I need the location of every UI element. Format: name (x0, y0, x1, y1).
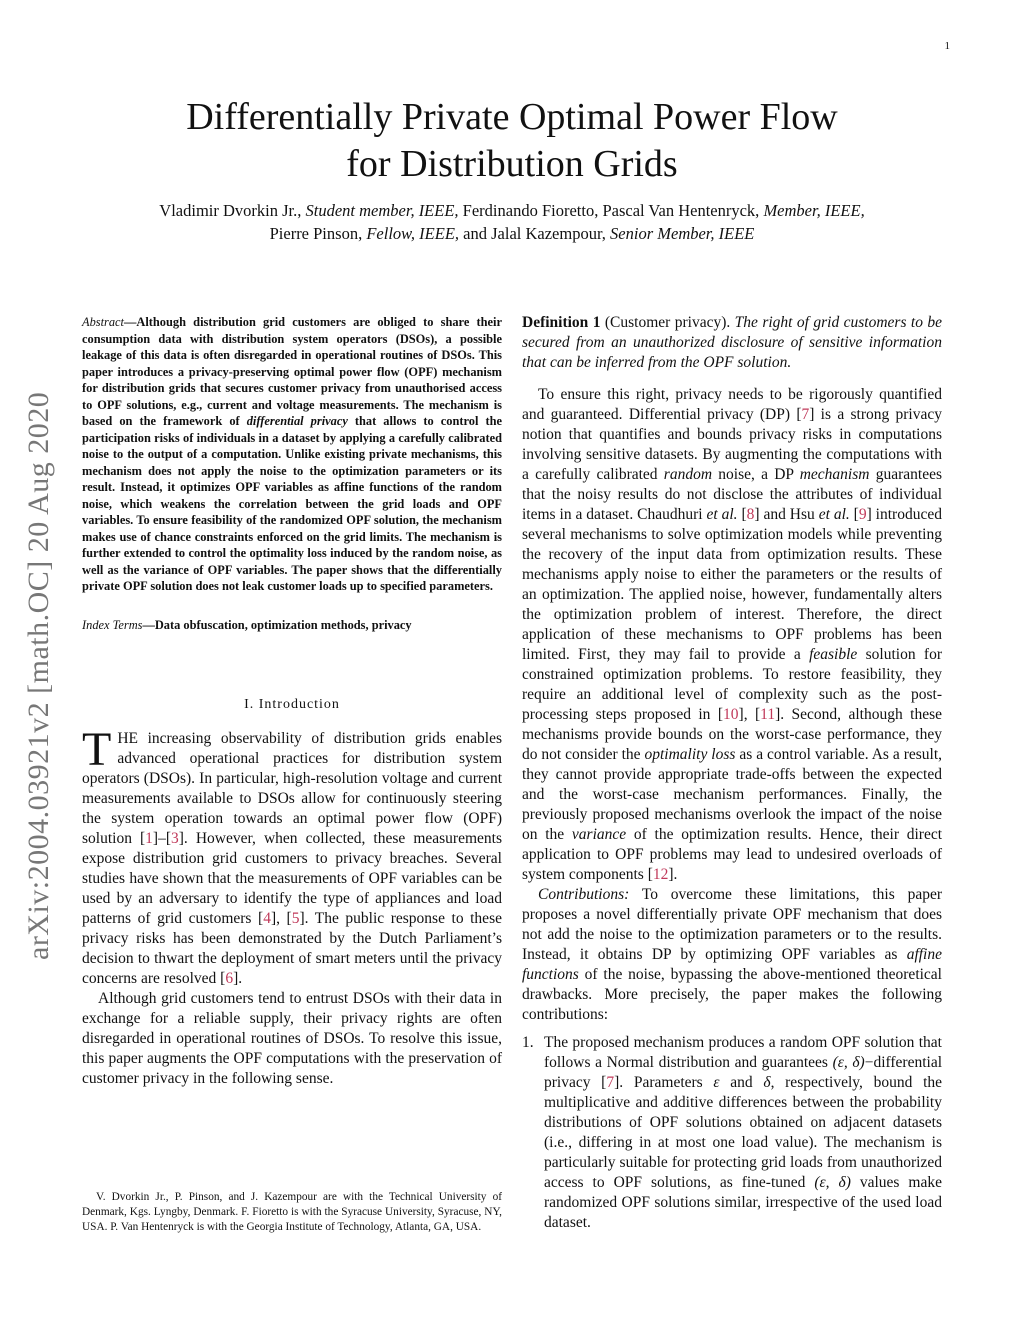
body-text: guarantees that the noisy results do not disclose the attributes of individual items in a dataset. Chaudhuri (522, 466, 942, 523)
drop-cap: T (82, 723, 112, 776)
citation-link[interactable]: 12 (652, 866, 669, 883)
author-list: Vladimir Dvorkin Jr., Student member, IEEE, Ferdinando Fioretto, Pascal Van Hentenryck, Member, IEEE, Pierre Pinson, Fellow, IEEE, and Jalal Kazempour, Senior Member, IEEE (159, 201, 865, 243)
arxiv-identifier: arXiv:2004.03921v2 [math.OC] 20 Aug 2020 (22, 391, 55, 960)
abstract-emphasis: differential privacy (246, 414, 348, 428)
definition-1 (522, 313, 942, 373)
author-2: Ferdinando Fioretto, Pascal Van Hentenryck, (462, 201, 760, 220)
body-text: of the noise, bypassing the above-mentioned theoretical drawbacks. More precisely, the paper makes the following contributions: (522, 966, 942, 1023)
body-text: −differential privacy [ (544, 1054, 943, 1091)
math-symbol: ε (713, 1074, 720, 1091)
author-1: Vladimir Dvorkin Jr. (159, 201, 298, 220)
citation-link[interactable]: 6 (225, 970, 234, 987)
body-text: The proposed mechanism produces a random OPF solution that follows a Normal distribution and guarantees (544, 1034, 942, 1071)
title-line-1: Differentially Private Optimal Power Flow (186, 96, 838, 138)
math-symbol: (ε, δ) (814, 1174, 851, 1191)
definition-text: The right of grid customers to be secured from an unauthorized disclosure of sensitive information that can be inferred from the OPF solution. (522, 314, 942, 371)
intro-paragraph-2: Although grid customers tend to entrust DSOs with their data in exchange for a reliable supply, their privacy rights are often disregarded in operational routines of DSOs. To resolve this issue, this paper augments the OPF computations with the preservation of customer privacy in the following sense. (82, 990, 502, 1087)
abstract (82, 314, 502, 595)
body-text: ] is a strong privacy notion that quantifies and bounds privacy risks in computations involving sensitive datasets. By augmenting the computations with a carefully calibrated (522, 406, 943, 483)
intro-text: ]. However, when collected, these measurements expose distribution grid customers to privacy breaches. Several studies have shown that the measurements of OPF variables can be used by an adversary to identify the type of appliances and load patterns of grid customers [ (82, 830, 502, 927)
body-text: values make randomized OPF solutions similar, irrespective of the used load dataset. (544, 1174, 943, 1231)
paper-title (100, 94, 924, 188)
definition-title: (Customer privacy). (600, 314, 731, 331)
body-text: solution for constrained optimization problems. To restore feasibility, they require an additional level of complexity such as the post-processing steps proposed in [ (522, 646, 942, 723)
emphasis: et al. (706, 506, 738, 523)
right-column (522, 313, 942, 1233)
body-text: [ (849, 506, 859, 523)
body-text: of the optimization results. Hence, their direct application to OPF problems may lead to undesired overloads of system components [ (522, 826, 943, 883)
math-symbol: (ε, δ) (832, 1054, 865, 1071)
index-terms-label: Index Terms (82, 617, 143, 632)
list-number: 1. (522, 1034, 534, 1051)
body-text: [ (737, 506, 747, 523)
body-text: , respectively, bound the multiplicative and additive differences between the probability distributions of OPF solutions obtained on adjacent datasets (i.e., differing in at most one load value). The mechanism is particularly suitable for protecting grid loads from unauthorized access to OPF solutions, as fine-tuned (544, 1074, 943, 1191)
math-symbol: δ (763, 1074, 771, 1091)
body-text: ] introduced several mechanisms to solve optimization models while preventing the recovery of the input data from optimization results. These mechanisms apply noise to either the parameters or the results of an optimization. The applied noise, however, fundamentally alters the optimization problem of interest. Therefore, the direct application of these mechanisms to OPF problems has been limited. First, they may fail to provide a (522, 506, 942, 663)
contribution-item-1 (522, 1033, 942, 1233)
citation-link[interactable]: 7 (606, 1074, 615, 1091)
body-text: ]. Second, although these mechanisms provide bounds on the worst-case performance, they do not consider the (522, 706, 942, 763)
right-paragraph-1 (522, 385, 942, 885)
contributions-label: Contributions: (538, 886, 630, 903)
emphasis: variance (571, 826, 627, 843)
body-text: To overcome these limitations, this paper proposes a novel differentially private OPF mechanism that does not add the noise to the optimization parameters or to the results. Instead, it obtains DP by optimizing OPF variables as (522, 886, 942, 963)
intro-text: ], [ (270, 910, 292, 927)
emphasis: et al. (818, 506, 850, 523)
author-3-role: Fellow, IEEE, (366, 224, 460, 243)
abstract-text-1: —Although distribution grid customers are obliged to share their consumption data with distribution system operators (DSOs), a possible leakage of this data is often disregarded in operational routines of DSOs. This paper introduces a privacy-preserving optimal power flow (OPF) mechanism for distribution grids that secures customer privacy from unauthorised access to OPF solutions, e.g., current and voltage measurements. The mechanism is based on the framework of (82, 315, 502, 428)
citation-link[interactable]: 4 (263, 910, 271, 927)
index-terms-text: —Data obfuscation, optimization methods, privacy (142, 617, 412, 632)
author-affiliation-footnote: V. Dvorkin Jr., P. Pinson, and J. Kazempour are with the Technical University of Denmark, Kgs. Lyngby, Denmark. F. Fioretto is with the Syracuse University, Syracuse, NY, USA. P. Van Hentenryck is with the Georgia Institute of Technology, Atlanta, GA, USA. (82, 1191, 502, 1234)
citation-link[interactable]: 3 (171, 830, 179, 847)
citation-link[interactable]: 11 (760, 706, 776, 723)
author-2-role: Member, IEEE, (763, 201, 865, 220)
citation-link[interactable]: 5 (291, 910, 300, 927)
intro-text: ]. The public response to these privacy risks has been demonstrated by the Dutch Parliament’s decision to thwart the deployment of smart meters until the privacy concerns are resolved [ (82, 910, 502, 987)
index-terms (82, 617, 502, 634)
contributions-paragraph (522, 885, 942, 1025)
body-text: ], [ (738, 706, 761, 723)
emphasis: feasible (809, 646, 858, 663)
body-text: To ensure this right, privacy needs to be rigorously quantified and guaranteed. Differential privacy (DP) [ (522, 386, 942, 423)
abstract-text-2: that allows to control the participation risks of individuals in a dataset by applying a carefully calibrated noise to the output of a computation. Unlike existing private mechanisms, this mechanism does not apply the noise to the optimization parameters or its result. Instead, it optimizes OPF variables as affine functions of the random noise, which weakens the correlation between the grid loads and OPF variables. To ensure feasibility of the randomized OPF solution, the mechanism makes use of chance constraints enforced on the grid limits. The mechanism is further extended to control the optimality loss induced by the random noise, as well as the variance of OPF variables. The paper shows that the differentially private OPF solution does not leak customer loads up to specified parameters. (82, 414, 503, 593)
body-text: ]. Parameters (614, 1074, 714, 1091)
citation-link[interactable]: 1 (145, 830, 153, 847)
emphasis: mechanism (799, 466, 870, 483)
definition-label: Definition 1 (522, 314, 601, 331)
body-text: as a control variable. As a result, they cannot provide appropriate trade-offs between the expected and the worst-case mechanism performances. Finally, the previously proposed mechanisms overlook the impact of the noise on the (522, 746, 943, 843)
emphasis: affine functions (522, 946, 942, 983)
author-4-role: Senior Member, IEEE (610, 224, 755, 243)
abstract-label: Abstract (82, 315, 124, 329)
author-3: Pierre Pinson, (269, 224, 363, 243)
citation-link[interactable]: 7 (801, 406, 810, 423)
body-text: and (719, 1074, 764, 1091)
author-1-role: Student member, IEEE, (305, 201, 459, 220)
intro-text: ]. (233, 970, 243, 987)
intro-text: HE increasing observability of distribution grids enables advanced operational practices for distribution system operators (DSOs). In particular, high-resolution voltage and current measurements available to DSOs allow for continuously steering the system operation towards an optimal power flow (OPF) solution [ (82, 730, 502, 847)
section-heading-introduction: I. Introduction (244, 697, 340, 712)
emphasis: random (663, 466, 713, 483)
title-line-2: for Distribution Grids (346, 143, 678, 185)
left-column (82, 314, 502, 1089)
emphasis: optimality loss (644, 746, 736, 763)
body-text: ]. (668, 866, 678, 883)
intro-paragraph-1 (82, 723, 502, 989)
citation-link[interactable]: 10 (723, 706, 739, 723)
body-text: ] and Hsu (754, 506, 819, 523)
page-number: 1 (944, 40, 950, 52)
citation-link[interactable]: 9 (858, 506, 867, 523)
citation-link[interactable]: 8 (746, 506, 755, 523)
body-text: noise, a DP (712, 466, 800, 483)
intro-text: ]–[ (152, 830, 171, 847)
author-4: and Jalal Kazempour, (463, 224, 606, 243)
